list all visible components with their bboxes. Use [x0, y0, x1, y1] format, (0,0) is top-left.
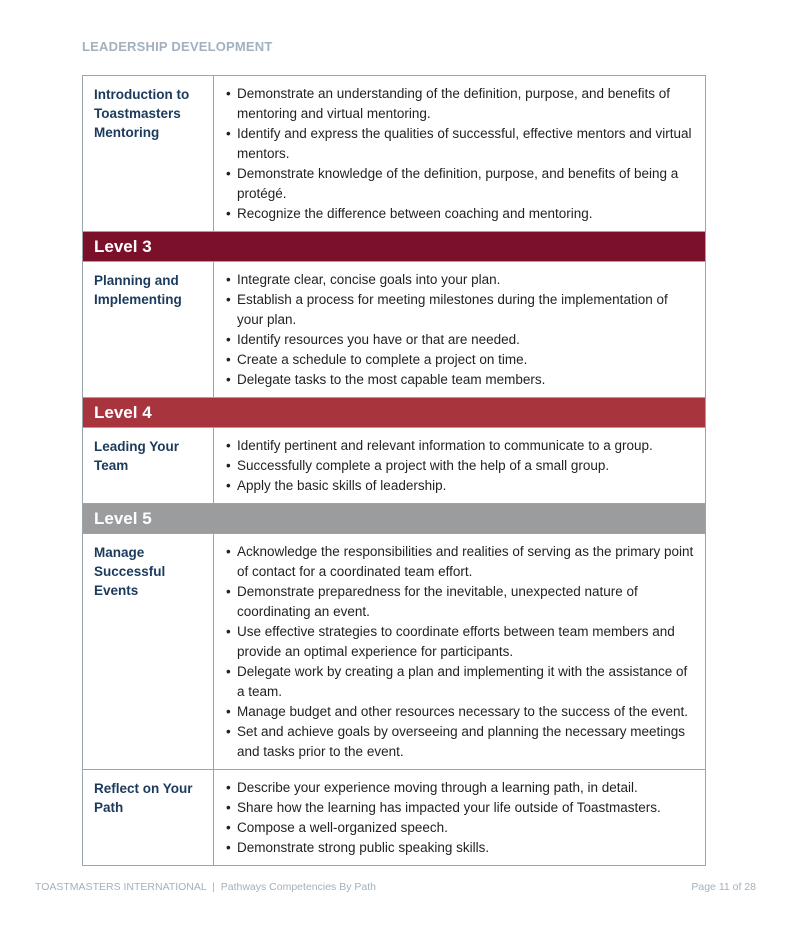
- competency-list: [214, 534, 705, 769]
- project-title: Planning and Implementing: [83, 262, 214, 397]
- competency-list: [214, 76, 705, 231]
- project-title: Manage Successful Events: [83, 534, 214, 769]
- footer-publication: TOASTMASTERS INTERNATIONAL | Pathways Competencies By Path: [35, 881, 376, 893]
- competency-item: • Identify resources you have or that are needed.: [226, 330, 695, 350]
- project-row-planning-implementing: [83, 262, 705, 398]
- competency-item: • Demonstrate an understanding of the definition, purpose, and benefits of mentoring and virtual mentoring.: [226, 84, 695, 124]
- competency-item: • Apply the basic skills of leadership.: [226, 476, 695, 496]
- competency-item: • Share how the learning has impacted your life outside of Toastmasters.: [226, 798, 695, 818]
- footer-page-number: Page 11 of 28: [691, 881, 756, 893]
- project-row-introduction-mentoring: [83, 76, 705, 232]
- competency-item: • Acknowledge the responsibilities and realities of serving as the primary point of contact for a coordinated team effort.: [226, 542, 695, 582]
- competency-item: • Integrate clear, concise goals into your plan.: [226, 270, 695, 290]
- project-title: Reflect on Your Path: [83, 770, 214, 865]
- project-title: Introduction to Toastmasters Mentoring: [83, 76, 214, 231]
- level-5-header: Level 5: [83, 504, 705, 534]
- competency-item: • Identify and express the qualities of successful, effective mentors and virtual mentors.: [226, 124, 695, 164]
- competency-list: [214, 262, 705, 397]
- competency-item: • Demonstrate preparedness for the inevitable, unexpected nature of coordinating an event.: [226, 582, 695, 622]
- competency-item: • Compose a well-organized speech.: [226, 818, 695, 838]
- competency-item: • Establish a process for meeting milestones during the implementation of your plan.: [226, 290, 695, 330]
- competency-item: • Delegate tasks to the most capable team members.: [226, 370, 695, 390]
- project-row-reflect-on-your-path: [83, 770, 705, 865]
- competency-item: • Delegate work by creating a plan and implementing it with the assistance of a team.: [226, 662, 695, 702]
- competency-item: • Recognize the difference between coaching and mentoring.: [226, 204, 695, 224]
- competency-item: • Demonstrate strong public speaking skills.: [226, 838, 695, 858]
- section-title: LEADERSHIP DEVELOPMENT: [82, 39, 273, 54]
- competency-item: • Use effective strategies to coordinate efforts between team members and provide an optimal experience for participants.: [226, 622, 695, 662]
- competency-item: • Create a schedule to complete a project on time.: [226, 350, 695, 370]
- competency-list: [214, 428, 705, 503]
- competency-list: [214, 770, 705, 865]
- competency-item: • Successfully complete a project with the help of a small group.: [226, 456, 695, 476]
- project-title: Leading Your Team: [83, 428, 214, 503]
- project-row-leading-your-team: [83, 428, 705, 504]
- project-row-manage-successful-events: [83, 534, 705, 770]
- level-3-header: Level 3: [83, 232, 705, 262]
- competency-item: • Demonstrate knowledge of the definition, purpose, and benefits of being a protégé.: [226, 164, 695, 204]
- competency-item: • Identify pertinent and relevant information to communicate to a group.: [226, 436, 695, 456]
- level-4-header: Level 4: [83, 398, 705, 428]
- competencies-table: [82, 75, 706, 866]
- competency-item: • Manage budget and other resources necessary to the success of the event.: [226, 702, 695, 722]
- competency-item: • Set and achieve goals by overseeing and planning the necessary meetings and tasks prior to the event.: [226, 722, 695, 762]
- competency-item: • Describe your experience moving through a learning path, in detail.: [226, 778, 695, 798]
